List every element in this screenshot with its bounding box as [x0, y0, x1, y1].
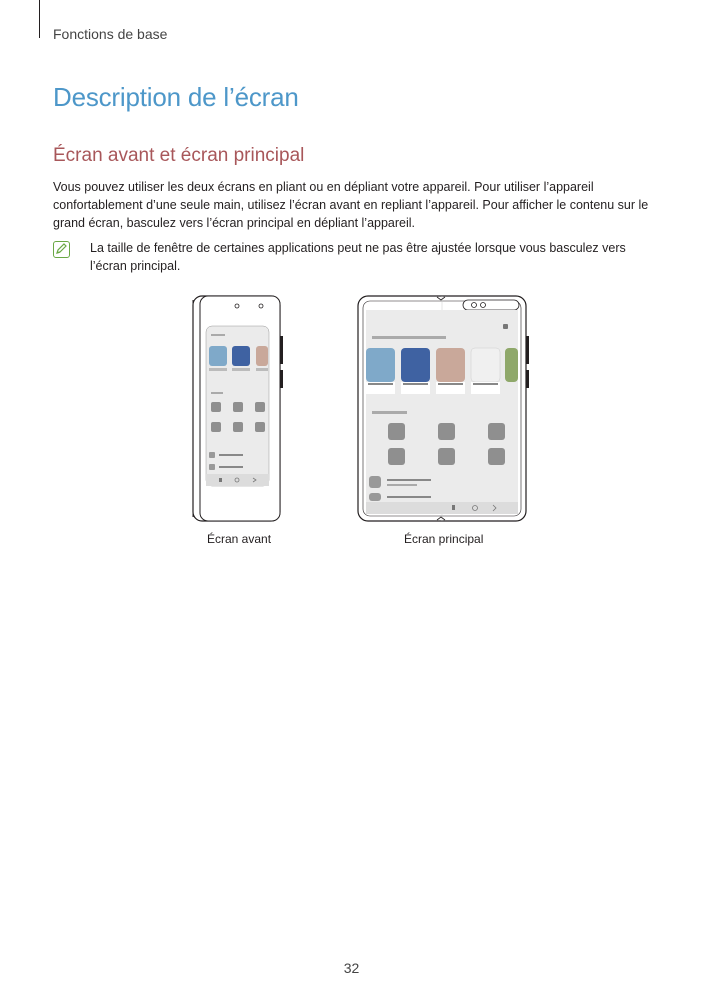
note-pencil-icon [53, 241, 70, 258]
page-number: 32 [343, 960, 360, 976]
body-paragraph: Vous pouvez utiliser les deux écrans en pliant ou en dépliant votre appareil. Pour utiliser l’appareil confortablement d’une seule main, utilisez l’écran avant en repliant l’appareil. Pour afficher le contenu sur le grand écran, basculez vers l’écran principal en dépliant l’appareil. [53, 180, 649, 230]
front-screen-device [193, 296, 283, 521]
caption-front-screen: Écran avant [207, 532, 272, 546]
running-header: Fonctions de base [53, 26, 168, 42]
section-subtitle: Écran avant et écran principal [53, 145, 305, 166]
main-screen-device [358, 296, 529, 521]
note-text: La taille de fenêtre de certaines applications peut ne pas être ajustée lorsque vous basculez vers l’écran principal. [90, 241, 626, 273]
page-title: Description de l’écran [53, 82, 299, 112]
header-rule [39, 0, 40, 38]
caption-main-screen: Écran principal [404, 532, 484, 546]
